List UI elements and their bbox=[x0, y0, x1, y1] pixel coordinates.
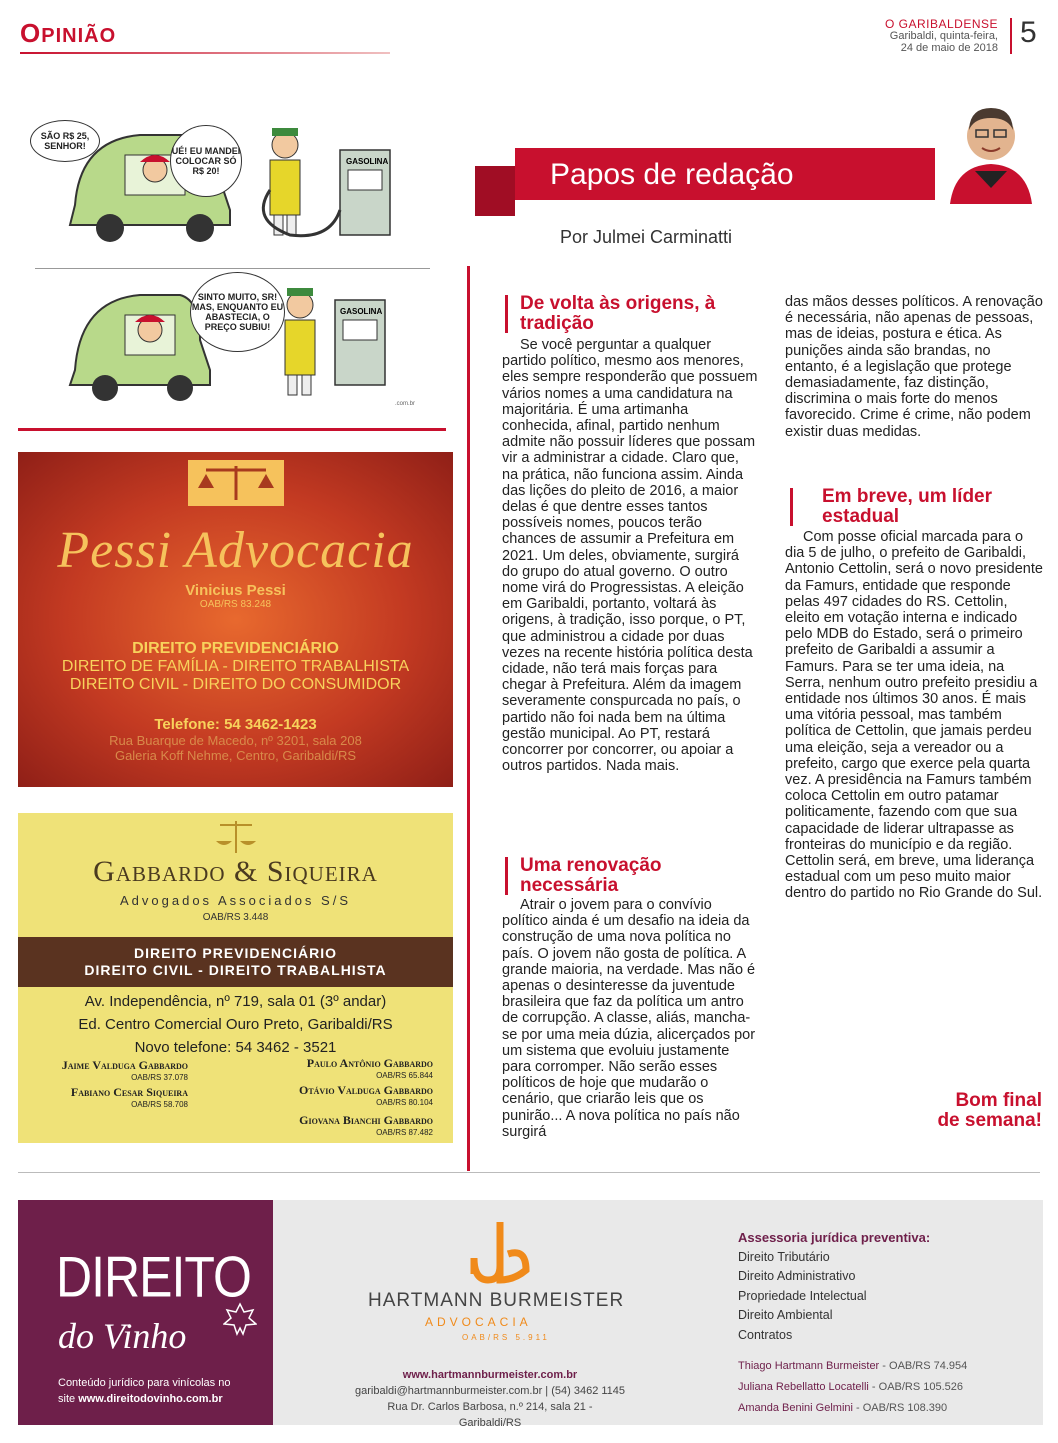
column-vertical-rule bbox=[467, 266, 470, 1171]
article-heading-3: Em breve, um líder estadual bbox=[822, 486, 993, 527]
cartoon-strip bbox=[30, 100, 430, 420]
gabbardo-firm-name: Gabbardo & Siqueira bbox=[93, 855, 378, 888]
page-number-separator bbox=[1010, 18, 1012, 54]
attendant-panel-2 bbox=[285, 288, 315, 395]
pessi-phone: Telefone: 54 3462-1423 bbox=[154, 716, 317, 733]
speech-bubble-attendant-2: SINTO MUITO, SR! MAS, ENQUANTO EU ABASTECIA, O PREÇO SUBIU! bbox=[190, 272, 285, 352]
hb-address: Rua Dr. Carlos Barbosa, n.º 214, sala 21 - Garibaldi/RS bbox=[387, 1401, 593, 1429]
vinho-title-2: do Vinho bbox=[58, 1316, 187, 1356]
publication-name: O GARIBALDENSE bbox=[884, 17, 998, 31]
heading-marker-1 bbox=[505, 295, 508, 333]
signoff-line-1: Bom final bbox=[955, 1090, 1042, 1111]
pessi-area-3: DIREITO CIVIL - DIREITO DO CONSUMIDOR bbox=[69, 676, 402, 693]
direito-do-vinho-ad bbox=[18, 1200, 273, 1425]
cartoon-divider bbox=[35, 268, 430, 269]
heading-marker-2 bbox=[505, 857, 508, 895]
speech-bubble-attendant-1: UÉ! EU MANDEI COLOCAR SÓ R$ 20! bbox=[170, 125, 242, 197]
page-number: 5 bbox=[1020, 16, 1037, 49]
service-item: Direito Tributário bbox=[738, 1249, 830, 1264]
vinho-text-2: site www.direitodovinho.com.br bbox=[58, 1393, 223, 1405]
hb-firm-name: HARTMANN BURMEISTER bbox=[368, 1290, 625, 1311]
column-title: Papos de redação bbox=[550, 158, 794, 191]
grape-leaf-icon bbox=[223, 1302, 257, 1336]
speech-bubble-driver-1: SÃO R$ 25, SENHOR! bbox=[30, 120, 100, 162]
cartoon-signature: .com.br bbox=[395, 401, 416, 407]
service-item: Contratos bbox=[738, 1327, 793, 1342]
partner-item: Juliana Rebellatto Locatelli - OAB/RS 105.526 bbox=[738, 1381, 964, 1393]
hb-partners bbox=[738, 1356, 967, 1419]
article-body-2 bbox=[502, 897, 759, 1140]
hb-logo-icon bbox=[468, 1218, 532, 1288]
article-paragraph-1: Se você perguntar a qualquer partido político, mesmo aos menores, eles sempre responderão que possuem vários nomes a uma candidatura na majoritária. É uma artimanha conhecida, afinal, partido nenhum admite não possuir líderes que possam vir a administrar a cidade. Claro que, na prática, não funciona assim. Ainda das lições do pleito de 2016, a maior delas é que dentre esses tantos possíveis nomes, poucos terão chances de assumir a Prefeitura em 2021. Um deles, obviamente, surgirá do grupo do atual governo. O outro nome virá do Progressistas. A eleição em Garibaldi, portanto, voltará às origens, à tradição, isso porque, o PT, que administrou a cidade por duas vezes na recente história política desta cidade, não terá mais forças para chegar à Prefeitura. Além da imagem severamente conspurcada no país, o partido não foi nada bem na última gestão municipal. Ao PT, restará concorrer por concorrer, ou apoiar a outros partidos. Nada mais. bbox=[502, 337, 758, 775]
vinho-text-1: Conteúdo jurídico para vinícolas no bbox=[58, 1377, 231, 1389]
date-line-1: Garibaldi, quinta-feira, bbox=[889, 30, 998, 42]
publication-info bbox=[885, 18, 998, 54]
pessi-advocacia-ad bbox=[18, 452, 453, 787]
column-byline: Por Julmei Carminatti bbox=[560, 227, 733, 247]
gabbardo-phone: Novo telefone: 54 3462 - 3521 bbox=[134, 1039, 337, 1056]
article-paragraph-3: Com posse oficial marcada para o dia 5 de julho, o prefeito de Garibaldi, Antonio Cettolin, será o novo presidente da Famurs, entidade que responde pelas 497 cidades do RS. Cettolin, eleito em votação interna e indicado pelo MDB do Estado, será o primeiro prefeito de Garibaldi a assumir a Famurs. Para se ter uma ideia, na Serra, nenhum outro prefeito presidiu a entidade nos últimos 30 anos. É mais uma vitória pessoal, mas também política de Cettolin, que jamais perdeu uma eleição, seja a vereador ou a prefeito, cargo que exerce pela quarta vez. A presidência na Famurs também coloca Cettolin em outro patamar politicamente, fazendo com que sua capacidade de liderar ultrapasse as fronteiras do município e da região. Cettolin será, em breve, uma liderança estadual com um peso muito maior dentro do partido no Rio Grande do Sul. bbox=[785, 529, 1043, 902]
scales-icon bbox=[216, 819, 256, 857]
service-item: Direito Administrativo bbox=[738, 1269, 856, 1283]
gabbardo-area-1: DIREITO PREVIDENCIÁRIO bbox=[134, 945, 337, 961]
attendant-panel-1 bbox=[270, 128, 300, 235]
hb-email[interactable]: garibaldi@hartmannburmeister.com.br | (54) 3462 1145 bbox=[355, 1385, 626, 1397]
cartoon-bottom-rule bbox=[18, 428, 446, 431]
article-heading-2: Uma renovação necessária bbox=[520, 855, 662, 896]
hb-contact bbox=[355, 1367, 625, 1431]
section-title: OPINIÃO bbox=[20, 18, 117, 48]
date-line-2: 24 de maio de 2018 bbox=[900, 42, 998, 54]
pessi-area-1: DIREITO PREVIDENCIÁRIO bbox=[132, 640, 339, 657]
gabbardo-subtitle: Advogados Associados S/S bbox=[120, 893, 351, 908]
vinho-text bbox=[58, 1375, 230, 1407]
lawyer-5: Giovana Bianchi Gabbardo OAB/RS 87.482 bbox=[299, 1113, 433, 1137]
pessi-oab: OAB/RS 83.248 bbox=[199, 599, 272, 610]
gabbardo-oab: OAB/RS 3.448 bbox=[202, 912, 269, 923]
bottom-rule bbox=[18, 1172, 1040, 1173]
lawyer-3: Fabiano Cesar Siqueira OAB/RS 58.708 bbox=[70, 1085, 188, 1109]
pessi-address-1: Rua Buarque de Macedo, nº 3201, sala 208 bbox=[109, 733, 362, 748]
column-banner-shadow bbox=[475, 166, 515, 216]
gabbardo-address-2: Ed. Centro Comercial Ouro Preto, Garibaldi/RS bbox=[78, 1016, 393, 1033]
vinho-title-1: DIREITO bbox=[56, 1244, 251, 1310]
article-heading-1: De volta às origens, à tradição bbox=[520, 293, 716, 334]
gabbardo-siqueira-ad bbox=[18, 813, 453, 1143]
pessi-address-2: Galeria Koff Nehme, Centro, Garibaldi/RS bbox=[114, 748, 357, 763]
partner-item: Thiago Hartmann Burmeister - OAB/RS 74.954 bbox=[738, 1360, 968, 1372]
gabbardo-areas-band bbox=[18, 937, 453, 987]
pump-label-1: GASOLINA bbox=[346, 157, 389, 166]
hb-subtitle: ADVOCACIA bbox=[425, 1315, 532, 1329]
heading-marker-3 bbox=[790, 488, 793, 526]
partner-item: Amanda Benini Gelmini - OAB/RS 108.390 bbox=[738, 1402, 948, 1414]
hb-oab: OAB/RS 5.911 bbox=[462, 1333, 550, 1342]
article-paragraph-2-continued: das mãos desses políticos. A renovação é necessária, não apenas de pessoas, mas de ideias, postura e ética. As punições ainda são brandas, no entanto, é a legislação que protege demasiadamente, faz distinção, discrimina o mais forte do menos favorecido. Crime é crime, não podem existir duas medidas. bbox=[785, 294, 1043, 440]
columnist-photo bbox=[940, 96, 1042, 204]
gabbardo-address-1: Av. Independência, nº 719, sala 01 (3º andar) bbox=[84, 993, 387, 1010]
article-body-3 bbox=[785, 529, 1043, 902]
lawyer-2: Paulo Antônio Gabbardo OAB/RS 65.844 bbox=[306, 1056, 433, 1080]
article-body-2-continued bbox=[785, 294, 1043, 440]
signoff bbox=[880, 1091, 1042, 1131]
signoff-line-2: de semana! bbox=[937, 1110, 1042, 1131]
pump-label-2: GASOLINA bbox=[340, 307, 383, 316]
article-paragraph-2: Atrair o jovem para o convívio político ainda é um desafio na ideia da construção de uma nova política no país. O jovem não gosta de política. A grande maioria, na verdade. Mas não é apenas o desinteresse da juventude brasileira que faz da política um antro de corrupção. A classe, aliás, mancha-se por uma meia dúzia, alicerçados por um sistema que evoluiu justamente para corromper. Não serão esses políticos de hoje que mudarão o cenário, que criarão leis que os punirão... A nova política no país não surgirá bbox=[502, 897, 756, 1140]
services-title: Assessoria jurídica preventiva: bbox=[738, 1230, 931, 1245]
pessi-areas bbox=[18, 640, 453, 694]
hb-services bbox=[738, 1228, 930, 1345]
lawyer-4: Otávio Valduga Gabbardo OAB/RS 80.104 bbox=[298, 1083, 433, 1107]
scales-logo-icon bbox=[186, 458, 286, 508]
service-item: Direito Ambiental bbox=[738, 1308, 833, 1322]
pessi-person: Vinicius Pessi bbox=[185, 582, 286, 599]
pessi-area-2: DIREITO DE FAMÍLIA - DIREITO TRABALHISTA bbox=[61, 658, 410, 675]
article-body-1 bbox=[502, 337, 759, 774]
car-panel-2 bbox=[70, 295, 210, 401]
service-item: Propriedade Intelectual bbox=[738, 1288, 867, 1303]
pessi-name: Pessi Advocacia bbox=[57, 522, 414, 579]
gabbardo-area-2: DIREITO CIVIL - DIREITO TRABALHISTA bbox=[84, 962, 387, 978]
vinho-site-link[interactable]: www.direitodovinho.com.br bbox=[78, 1393, 223, 1405]
hb-site-link[interactable]: www.hartmannburmeister.com.br bbox=[402, 1369, 578, 1381]
lawyer-1: Jaime Valduga Gabbardo OAB/RS 37.078 bbox=[61, 1058, 188, 1082]
header-rule bbox=[20, 52, 390, 54]
